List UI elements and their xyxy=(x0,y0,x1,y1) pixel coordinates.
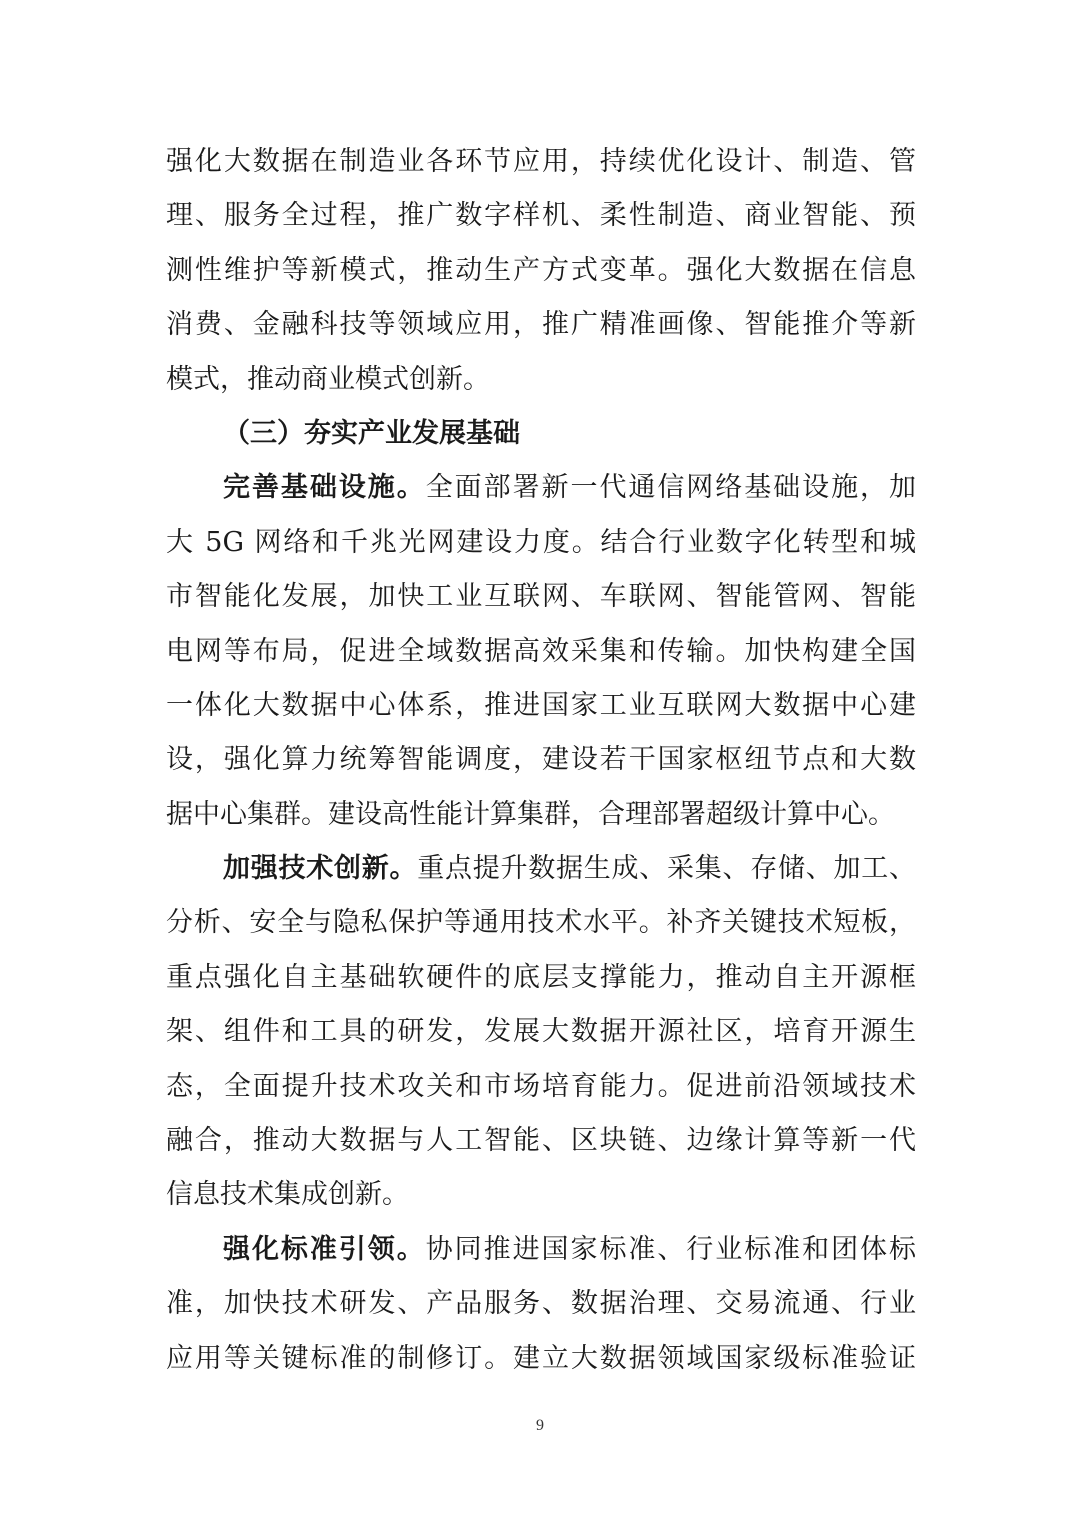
text-line: 融合，推动大数据与人工智能、区块链、边缘计算等新一代 xyxy=(166,1125,916,1157)
paragraph-manufacturing xyxy=(166,135,916,407)
body-text xyxy=(166,135,916,1386)
text-line: 一体化大数据中心体系，推进国家工业互联网大数据中心建 xyxy=(166,689,916,721)
text-line: 模式，推动商业模式创新。 xyxy=(166,363,490,395)
section-heading: （三）夯实产业发展基础 xyxy=(223,417,520,449)
text-line: 设，强化算力统筹智能调度，建设若干国家枢纽节点和大数 xyxy=(166,744,916,776)
text-line: 消费、金融科技等领域应用，推广精准画像、智能推介等新 xyxy=(166,309,916,341)
paragraph-lead: 加强技术创新。 xyxy=(223,853,418,885)
text-line: 电网等布局，促进全域数据高效采集和传输。加快构建全国 xyxy=(166,635,916,667)
text-line: 态，全面提升技术攻关和市场培育能力。促进前沿领域技术 xyxy=(166,1070,916,1102)
text-line xyxy=(166,1223,916,1277)
paragraph-lead-rest: 全面部署新一代通信网络基础设施，加 xyxy=(425,472,917,504)
text-line: 重点强化自主基础软硬件的底层支撑能力，推动自主开源框 xyxy=(166,961,916,993)
text-line: 分析、安全与隐私保护等通用技术水平。补齐关键技术短板， xyxy=(166,907,916,939)
paragraph-tech-innovation xyxy=(166,842,916,1223)
text-line: 架、组件和工具的研发，发展大数据开源社区，培育开源生 xyxy=(166,1016,916,1048)
page-number: 9 xyxy=(536,1417,544,1434)
paragraph-standards xyxy=(166,1223,916,1386)
text-line: 强化大数据在制造业各环节应用，持续优化设计、制造、管 xyxy=(166,146,916,177)
text-line: 信息技术集成创新。 xyxy=(166,1179,409,1211)
paragraph-infrastructure xyxy=(166,461,916,842)
text-line: 据中心集群。建设高性能计算集群，合理部署超级计算中心。 xyxy=(166,798,895,830)
text-line xyxy=(166,842,916,896)
text-line: 应用等关键标准的制修订。建立大数据领域国家级标准验证 xyxy=(166,1342,916,1374)
paragraph-lead: 完善基础设施。 xyxy=(223,472,426,504)
paragraph-lead: 强化标准引领。 xyxy=(223,1233,426,1265)
text-line: 市智能化发展，加快工业互联网、车联网、智能管网、智能 xyxy=(166,581,916,613)
text-line: 大 5G 网络和千兆光网建设力度。结合行业数字化转型和城 xyxy=(166,526,916,558)
text-line xyxy=(166,461,916,515)
text-line: 理、服务全过程，推广数字样机、柔性制造、商业智能、预 xyxy=(166,200,916,232)
text-line: 测性维护等新模式，推动生产方式变革。强化大数据在信息 xyxy=(166,254,916,286)
paragraph-lead-rest: 重点提升数据生成、采集、存储、加工、 xyxy=(417,853,916,885)
text-line: 准，加快技术研发、产品服务、数据治理、交易流通、行业 xyxy=(166,1288,916,1320)
paragraph-lead-rest: 协同推进国家标准、行业标准和团体标 xyxy=(425,1233,917,1265)
